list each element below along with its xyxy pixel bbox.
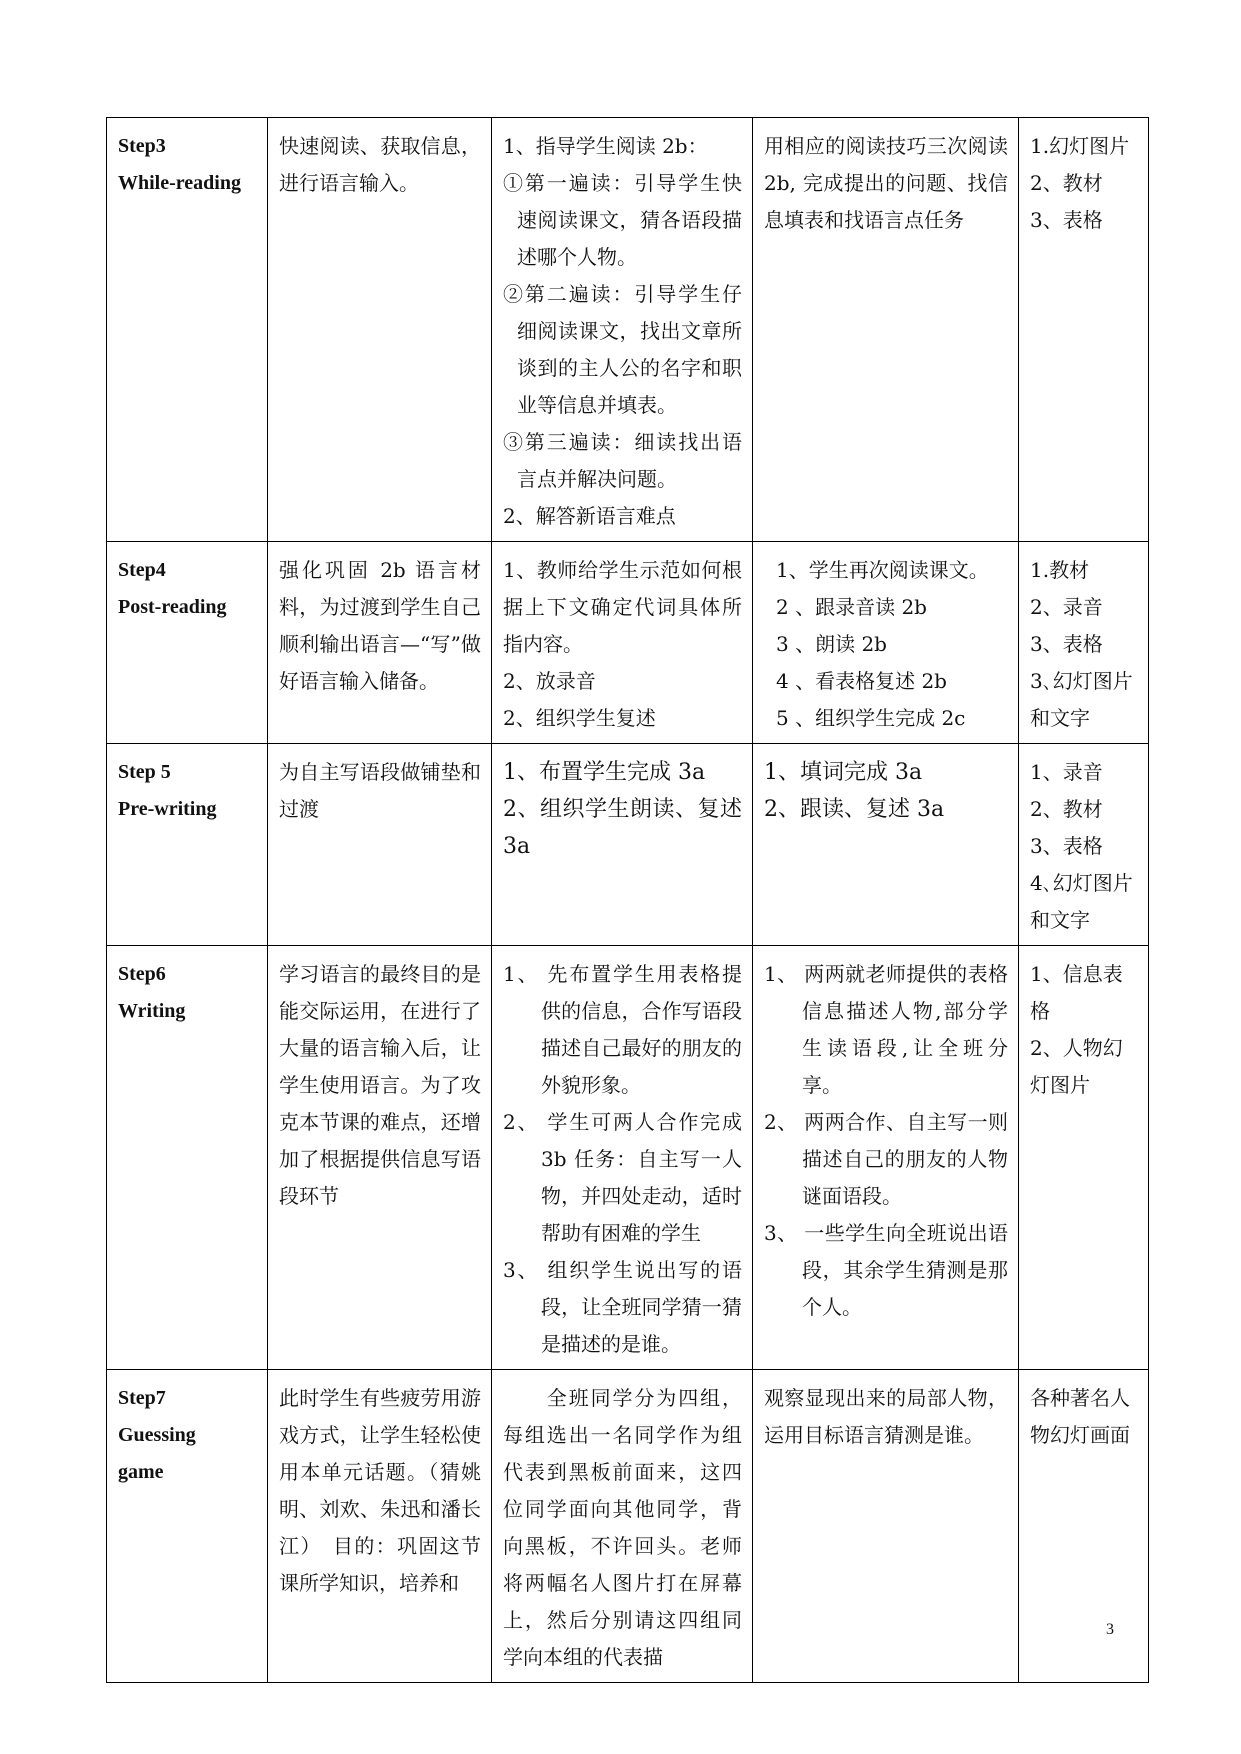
student-activity-item: 1、学生再次阅读课文。 <box>776 558 989 582</box>
resource-item: 2、人物幻灯图片 <box>1030 1036 1123 1097</box>
student-activity-item: 3、 一些学生向全班说出语段，其余学生猜测是那个人。 <box>764 1221 1008 1319</box>
resource-item: 1.幻灯图片 <box>1030 134 1130 158</box>
teacher-activity-item: 2、解答新语言难点 <box>503 504 676 528</box>
teacher-activity-item: 1、 先布置学生用表格提供的信息，合作写语段描述自己最好的朋友的外貌形象。 <box>503 962 742 1097</box>
step-cell <box>107 744 268 946</box>
purpose-cell <box>268 542 492 744</box>
step-label: Pre-writing <box>118 798 217 820</box>
step-label: Step7 <box>118 1387 166 1409</box>
purpose-cell <box>268 1370 492 1683</box>
resources-cell <box>1019 1370 1149 1683</box>
teacher-activity-item: ③第三遍读：细读找出语言点并解决问题。 <box>503 430 742 491</box>
student-activity-cell <box>753 1370 1019 1683</box>
resource-item: 2、教材 <box>1030 797 1103 821</box>
step-cell <box>107 946 268 1370</box>
student-activity-item: 用相应的阅读技巧三次阅读 2b, 完成提出的问题、找信息填表和找语言点任务 <box>764 134 1008 232</box>
teacher-activity-item: 全班同学分为四组，每组选出一名同学作为组代表到黑板前面来，这四位同学面向其他同学，背向黑板，不许回头。老师将两幅名人图片打在屏幕上，然后分别请这四组同学向本组的代表描 <box>503 1386 742 1669</box>
student-activity-item: 4 、看表格复述 2b <box>776 669 947 693</box>
teacher-activity-cell <box>492 744 753 946</box>
step-label: While-reading <box>118 172 241 194</box>
table-row <box>107 1370 1149 1683</box>
page-number: 3 <box>1106 1621 1114 1638</box>
student-activity-item: 3 、朗读 2b <box>776 632 887 656</box>
resources-cell <box>1019 118 1149 542</box>
resources-cell <box>1019 744 1149 946</box>
purpose-text: 快速阅读、获取信息，进行语言输入。 <box>279 134 481 195</box>
resource-item: 各种著名人物幻灯画面 <box>1030 1386 1130 1447</box>
student-activity-cell <box>753 542 1019 744</box>
resource-item: 3、表格 <box>1030 208 1103 232</box>
resource-item: 4､幻灯图片和文字 <box>1030 871 1133 932</box>
teacher-activity-item: 2、组织学生复述 <box>503 706 656 730</box>
purpose-text: 此时学生有些疲劳用游戏方式，让学生轻松使用本单元话题。（猜姚明、刘欢、朱迅和潘长江） 目的：巩固这节课所学知识，培养和 <box>279 1386 481 1595</box>
step-label: game <box>118 1461 164 1483</box>
teacher-activity-item: 3、 组织学生说出写的语段，让全班同学猜一猜是描述的是谁。 <box>503 1258 742 1356</box>
teacher-activity-item: 1、布置学生完成 3a <box>503 760 706 785</box>
resource-item: 1、信息表格 <box>1030 962 1123 1023</box>
resource-item: 3、表格 <box>1030 834 1103 858</box>
resource-item: 3､幻灯图片和文字 <box>1030 669 1133 730</box>
purpose-text: 为自主写语段做铺垫和过渡 <box>279 760 481 821</box>
teacher-activity-item: 2、放录音 <box>503 669 596 693</box>
student-activity-item: 2、跟读、复述 3a <box>764 797 945 822</box>
teacher-activity-cell <box>492 1370 753 1683</box>
student-activity-item: 2 、跟录音读 2b <box>776 595 927 619</box>
purpose-cell <box>268 118 492 542</box>
step-label: Step6 <box>118 963 166 985</box>
student-activity-cell <box>753 118 1019 542</box>
step-label: Guessing <box>118 1424 196 1446</box>
step-label: Step 5 <box>118 761 171 783</box>
teacher-activity-cell <box>492 946 753 1370</box>
student-activity-item: 观察显现出来的局部人物，运用目标语言猜测是谁。 <box>764 1386 1008 1447</box>
resources-cell <box>1019 946 1149 1370</box>
resources-cell <box>1019 542 1149 744</box>
teacher-activity-item: 1、教师给学生示范如何根据上下文确定代词具体所指内容。 <box>503 558 742 656</box>
teacher-activity-cell <box>492 118 753 542</box>
step-cell <box>107 1370 268 1683</box>
resource-item: 2、教材 <box>1030 171 1103 195</box>
student-activity-item: 1、填词完成 3a <box>764 760 923 785</box>
resource-item: 3、表格 <box>1030 632 1103 656</box>
resource-item: 1.教材 <box>1030 558 1090 582</box>
table-row <box>107 946 1149 1370</box>
teacher-activity-cell <box>492 542 753 744</box>
step-label: Step3 <box>118 135 166 157</box>
teacher-activity-item: 1、指导学生阅读 2b： <box>503 134 708 158</box>
student-activity-item: 2、 两两合作、自主写一则描述自己的朋友的人物谜面语段。 <box>764 1110 1008 1208</box>
student-activity-cell <box>753 744 1019 946</box>
teacher-activity-item: 2、组织学生朗读、复述 3a <box>503 797 742 859</box>
teacher-activity-item: ①第一遍读：引导学生快速阅读课文，猜各语段描述哪个人物。 <box>503 171 742 269</box>
step-label: Writing <box>118 1000 186 1022</box>
purpose-text: 强化巩固 2b 语言材料，为过渡到学生自己顺利输出语言—“写”做好语言输入储备。 <box>279 558 481 693</box>
student-activity-item: 1、 两两就老师提供的表格信息描述人物,部分学生读语段,让全班分享。 <box>764 962 1008 1097</box>
table-row <box>107 542 1149 744</box>
step-cell <box>107 118 268 542</box>
step-label: Step4 <box>118 559 166 581</box>
teacher-activity-item: ②第二遍读：引导学生仔细阅读课文，找出文章所谈到的主人公的名字和职业等信息并填表。 <box>503 282 742 417</box>
student-activity-item: 5 、组织学生完成 2c <box>776 706 966 730</box>
lesson-plan-table <box>106 117 1149 1683</box>
step-cell <box>107 542 268 744</box>
student-activity-cell <box>753 946 1019 1370</box>
purpose-text: 学习语言的最终目的是能交际运用，在进行了大量的语言输入后，让学生使用语言。为了攻克本节课的难点，还增加了根据提供信息写语段环节 <box>279 962 481 1208</box>
step-label: Post-reading <box>118 596 227 618</box>
teacher-activity-item: 2、 学生可两人合作完成 3b 任务：自主写一人物，并四处走动，适时帮助有困难的学生 <box>503 1110 742 1245</box>
table-row <box>107 744 1149 946</box>
resource-item: 1、录音 <box>1030 760 1103 784</box>
table-row <box>107 118 1149 542</box>
purpose-cell <box>268 946 492 1370</box>
resource-item: 2、录音 <box>1030 595 1103 619</box>
purpose-cell <box>268 744 492 946</box>
